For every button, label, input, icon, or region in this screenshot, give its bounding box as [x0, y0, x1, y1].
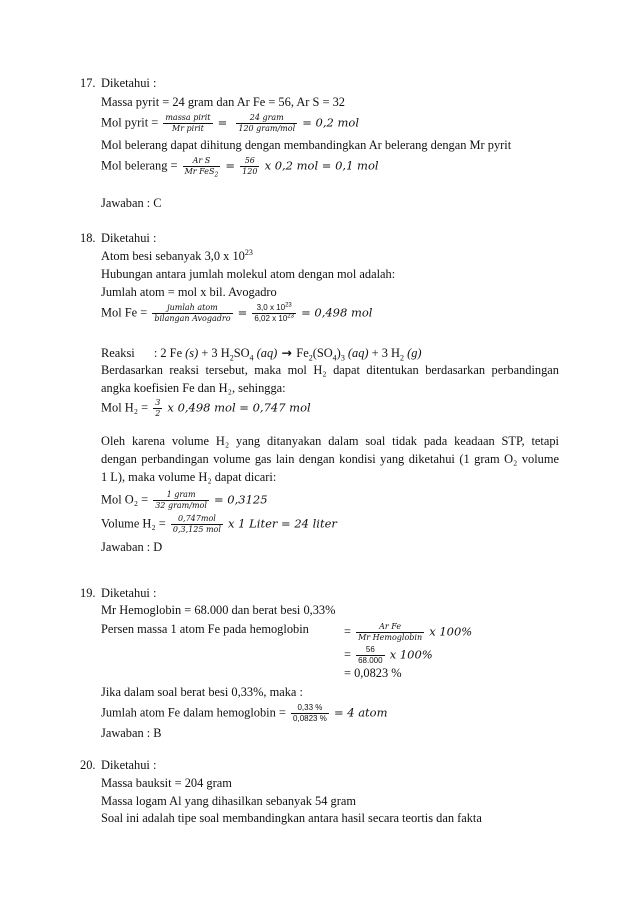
problem-19-jika: Jika dalam soal berat besi 0,33%, maka : [101, 685, 303, 699]
problem-18-number: 18. [80, 231, 96, 245]
fraction-denominator: 32 gram/mol [155, 501, 207, 510]
fraction-denominator: bilangan Avogadro [154, 314, 231, 323]
reaksi-text: ) [336, 346, 341, 360]
fraction-ar-s [183, 156, 221, 177]
fraction-massa-pirit [163, 113, 212, 134]
problem-17-diketahui: Diketahui : [101, 76, 157, 90]
equals-sign: = [225, 158, 236, 173]
numerator-text: 3,0 x 10 [256, 303, 286, 312]
equals-sign: = [344, 624, 351, 639]
fraction-denominator: Mr Hemoglobin [358, 633, 423, 642]
fraction-numerator: 0,33 % [297, 703, 323, 712]
mol-belerang-result: x 0,2 mol = 0,1 mol [264, 158, 379, 173]
problem-19-persen-label: Persen massa 1 atom Fe pada hemoglobin [101, 622, 309, 636]
subscript: 2 [214, 171, 219, 179]
fraction-denominator: Mr pirit [163, 123, 212, 134]
fraction-denominator: 2 [155, 409, 161, 418]
times-100-percent: x 100% [429, 624, 473, 639]
equals-sign: = [237, 305, 248, 320]
problem-18-oleh-line3: 1 L), maka volume H₂ dapat dicari: [101, 470, 277, 484]
fraction-ar-fe [356, 622, 424, 643]
mol-h2-label: Mol H₂ = [101, 400, 152, 415]
fraction-numerator: Ar Fe [379, 622, 402, 631]
problem-18-diketahui: Diketahui : [101, 231, 157, 245]
problem-20-number: 20. [80, 758, 96, 772]
mol-h2-result: x 0,498 mol = 0,747 mol [167, 400, 311, 415]
fraction-denominator: 120 gram/mol [238, 124, 296, 133]
fraction-3-2 [153, 398, 162, 419]
problem-19-mr: Mr Hemoglobin = 68.000 dan berat besi 0,33% [101, 603, 336, 617]
mol-o2-result: = 0,3125 [214, 492, 268, 507]
reaksi-text: + 3 H [198, 346, 230, 360]
state-aqueous: (aq) [253, 346, 278, 360]
reaksi-text: Fe [296, 346, 309, 360]
problem-18-jawaban: Jawaban : D [101, 540, 163, 554]
problem-17-note: Mol belerang dapat dihitung dengan membandingkan Ar belerang dengan Mr pyrit [101, 138, 512, 152]
denominator-text: 6,02 x 10 [254, 314, 288, 323]
fraction-avogadro-values [252, 303, 296, 324]
problem-18-berdasarkan-line1: Berdasarkan reaksi tersebut, maka mol H₂ dapat ditentukan berdasarkan perbandingan [101, 363, 559, 377]
subscript: 4 [249, 353, 254, 363]
problem-20-massa-logam: Massa logam Al yang dihasilkan sebanyak 54 gram [101, 794, 356, 808]
atom-text: Atom besi sebanyak 3,0 x 10 [101, 249, 245, 263]
problem-20-soal: Soal ini adalah tipe soal membandingkan antara hasil secara teortis dan fakta [101, 811, 482, 825]
fraction-denominator: 0,0823 % [293, 714, 327, 723]
fraction-numerator: jumlah atom [167, 303, 218, 312]
problem-19-number: 19. [80, 586, 96, 600]
problem-18-oleh-line2: dengan perbandingan volume gas lain dengan kondisi yang diketahui (1 gram O₂ volume [101, 452, 559, 466]
fraction-56-68000 [356, 645, 384, 666]
volume-h2-label: Volume H₂ = [101, 516, 169, 531]
fraction-numerator: 56 [244, 156, 255, 165]
superscript: 23 [285, 302, 292, 309]
reaksi-text: + 3 H [368, 346, 400, 360]
problem-17-massa: Massa pyrit = 24 gram dan Ar Fe = 56, Ar S = 32 [101, 95, 345, 109]
state-solid: (s) [185, 346, 199, 360]
subscript: 2 [400, 353, 404, 363]
problem-18-hubungan: Hubungan antara jumlah molekul atom dengan mol adalah: [101, 267, 396, 281]
problem-18-oleh-line1: Oleh karena volume H₂ yang ditanyakan dalam soal tidak pada keadaan STP, tetapi [101, 434, 559, 448]
superscript: 23 [244, 247, 253, 257]
mol-pyrit-result: = 0,2 mol [302, 115, 359, 130]
fraction-denominator: 120 [242, 167, 258, 176]
problem-19-jumlah-atom [101, 703, 388, 724]
subscript: 4 [332, 353, 337, 363]
superscript: 23 [287, 313, 294, 320]
fraction-numerator: 0,747mol [177, 514, 216, 523]
fraction-numerator: 56 [365, 645, 375, 654]
problem-17-mol-pyrit [101, 113, 359, 134]
problem-18-reaksi [101, 345, 422, 361]
problem-19-jawaban: Jawaban : B [101, 726, 162, 740]
reaksi-text: : 2 Fe [153, 346, 186, 360]
fraction-denominator: 0,3,125 mol [172, 525, 221, 534]
problem-20-massa-bauksit: Massa bauksit = 204 gram [101, 776, 232, 790]
equals-sign: = [217, 115, 228, 130]
fraction-numerator: 1 gram [166, 490, 196, 499]
subscript: 3 [340, 353, 345, 363]
problem-17-number: 17. [80, 76, 96, 90]
subscript: 2 [308, 353, 313, 363]
fraction-0747 [171, 514, 223, 535]
state-gas: (g) [404, 346, 422, 360]
fraction-jumlah-atom [152, 303, 232, 324]
problem-18-atom [101, 249, 253, 264]
problem-17-mol-belerang [101, 156, 379, 177]
reaksi-label: Reaksi [101, 346, 135, 360]
jumlah-atom-result: = 4 atom [333, 705, 388, 720]
problem-19-persen-step2 [344, 645, 433, 666]
problem-18-volume-h2 [101, 514, 337, 535]
fraction-1-gram [153, 490, 209, 511]
fraction-numerator [252, 303, 296, 313]
fraction-24-gram [236, 113, 297, 134]
fraction-033-00823 [291, 703, 329, 724]
subscript: 2 [229, 353, 234, 363]
mol-fe-label: Mol Fe = [101, 305, 151, 320]
problem-18-jumlah: Jumlah atom = mol x bil. Avogadro [101, 285, 277, 299]
fraction-denominator [183, 166, 221, 177]
times-100-percent: x 100% [389, 647, 433, 662]
fraction-numerator: Ar S [192, 156, 211, 165]
fraction-denominator-text: Mr FeS [184, 167, 215, 176]
fraction-numerator: massa pirit [165, 113, 211, 122]
fraction-numerator: 24 gram [249, 113, 284, 122]
problem-20-diketahui: Diketahui : [101, 758, 157, 772]
problem-19-persen-result: = 0,0823 % [344, 666, 402, 680]
problem-19-diketahui: Diketahui : [101, 586, 157, 600]
equals-sign: = [344, 647, 351, 662]
mol-o2-label: Mol O₂ = [101, 492, 152, 507]
volume-h2-result: x 1 Liter = 24 liter [228, 516, 337, 531]
problem-17-jawaban: Jawaban : C [101, 196, 162, 210]
fraction-56-120 [240, 156, 259, 177]
reaksi-text: SO [233, 346, 250, 360]
problem-18-mol-h2 [101, 398, 311, 419]
jumlah-atom-label: Jumlah atom Fe dalam hemoglobin = [101, 705, 290, 720]
problem-18-mol-o2 [101, 490, 268, 511]
problem-19-persen-step1 [344, 622, 472, 643]
problem-18-berdasarkan-line2: angka koefisien Fe dan H₂, sehingga: [101, 381, 286, 395]
mol-pyrit-label: Mol pyrit = [101, 115, 162, 130]
fraction-denominator: 68.000 [358, 656, 383, 665]
reaction-arrow-icon: → [277, 345, 297, 360]
fraction-denominator [252, 313, 296, 324]
state-aqueous: (aq) [344, 346, 369, 360]
problem-18-mol-fe [101, 303, 372, 324]
reaksi-text: (SO [312, 346, 333, 360]
mol-belerang-label: Mol belerang = [101, 158, 181, 173]
fraction-numerator: 3 [155, 398, 161, 407]
mol-fe-result: = 0,498 mol [301, 305, 373, 320]
